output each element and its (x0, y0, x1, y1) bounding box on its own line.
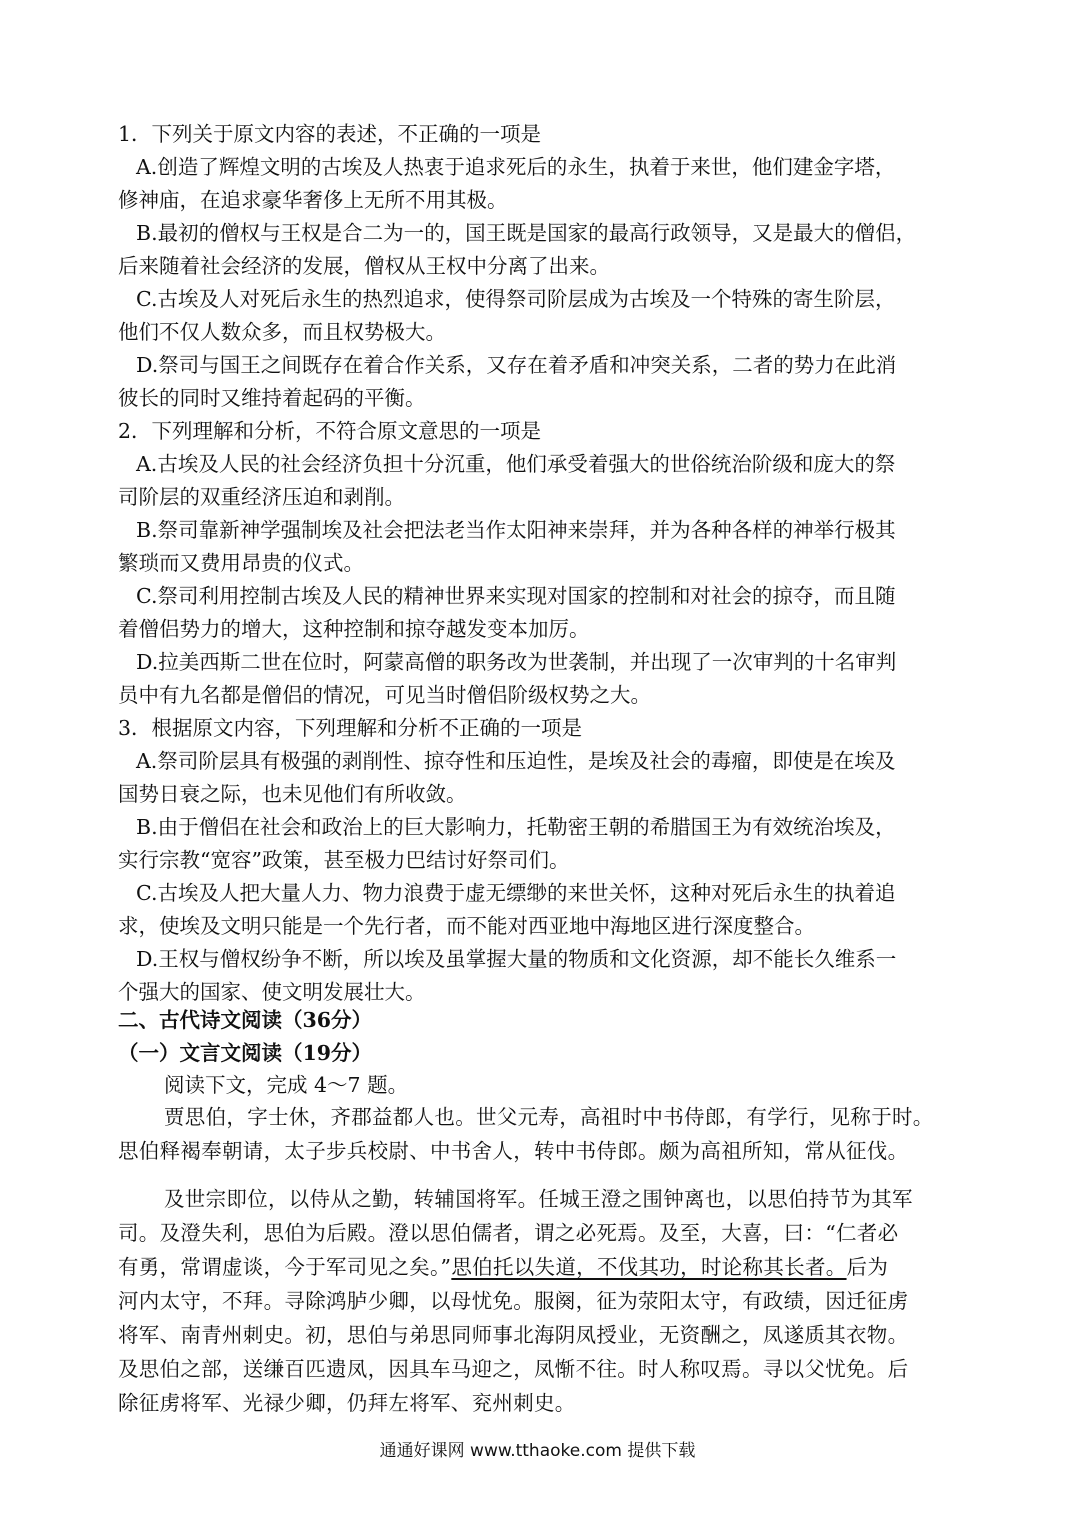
question-3-stem: 3．根据原文内容，下列理解和分析不正确的一项是 (118, 716, 583, 740)
passage-line: 及世宗即位，以侍从之勤，转辅国将军。任城王澄之围钟离也，以思伯持节为其军 (164, 1187, 913, 1211)
passage-line: 除征虏将军、光禄少卿，仍拜左将军、兖州刺史。 (118, 1391, 576, 1415)
question-2-option-d-cont: 员中有九名都是僧侣的情况，可见当时僧侣阶级权势之大。 (118, 683, 651, 707)
passage-line: 贾思伯，字士休，齐郡益都人也。世父元寿，高祖时中书侍郎，有学行，见称于时。 (164, 1105, 934, 1129)
question-1-option-a: A.创造了辉煌文明的古埃及人热衷于追求死后的永生，执着于来世，他们建金字塔， (136, 155, 896, 179)
question-1-option-a-cont: 修神庙，在追求豪华奢侈上无所不用其极。 (118, 188, 508, 212)
question-1-option-c-cont: 他们不仅人数众多，而且权势极大。 (118, 320, 446, 344)
passage-quote: 有勇，常谓虚谈，今于军司见之矣。” (118, 1255, 452, 1279)
question-2-option-b: B.祭司靠新神学强制埃及社会把法老当作太阳神来崇拜，并为各种各样的神举行极其 (136, 518, 896, 542)
question-2-option-a: A.古埃及人民的社会经济负担十分沉重，他们承受着强大的世俗统治阶级和庞大的祭 (136, 452, 896, 476)
underlined-sentence: 思伯托以失道，不伐其功，时论称其长者。 (451, 1255, 847, 1279)
passage-line: 思伯释褐奉朝请，太子步兵校尉、中书舍人，转中书侍郎。颇为高祖所知，常从征伐。 (118, 1139, 909, 1163)
subsection-heading: （一）文言文阅读（19分） (118, 1041, 373, 1065)
question-3-option-d-cont: 个强大的国家、使文明发展壮大。 (118, 980, 426, 1004)
question-3-option-a: A.祭司阶层具有极强的剥削性、掠夺性和压迫性，是埃及社会的毒瘤，即使是在埃及 (136, 749, 896, 773)
passage-line: 河内太守，不拜。寻除鸿胪少卿，以母忧免。服阕，征为荥阳太守，有政绩，因迁征虏 (118, 1289, 909, 1313)
question-3-option-c: C.古埃及人把大量人力、物力浪费于虚无缥缈的来世关怀，这种对死后永生的执着追 (136, 881, 896, 905)
passage-line (118, 1250, 968, 1284)
question-3-option-b-cont: 实行宗教“宽容”政策，甚至极力巴结讨好祭司们。 (118, 848, 570, 872)
question-1-option-c: C.古埃及人对死后永生的热烈追求，使得祭司阶层成为古埃及一个特殊的寄生阶层， (136, 287, 896, 311)
question-2-option-c: C.祭司利用控制古埃及人民的精神世界来实现对国家的控制和对社会的掠夺，而且随 (136, 584, 896, 608)
question-1-stem: 1．下列关于原文内容的表述，不正确的一项是 (118, 122, 542, 146)
question-2-option-a-cont: 司阶层的双重经济压迫和剥削。 (118, 485, 405, 509)
reading-instruction: 阅读下文，完成 4～7 题。 (164, 1073, 409, 1097)
passage-line: 及思伯之部，送缣百匹遗凤，因具车马迎之，凤惭不往。时人称叹焉。寻以父忧免。后 (118, 1357, 909, 1381)
question-1-option-b: B.最初的僧权与王权是合二为一的，国王既是国家的最高行政领导，又是最大的僧侣， (136, 221, 917, 245)
page-footer: 通通好课网 www.tthaoke.com 提供下载 (379, 1441, 696, 1461)
section-heading: 二、古代诗文阅读（36分） (118, 1008, 373, 1032)
question-1-option-d: D.祭司与国王之间既存在着合作关系，又存在着矛盾和冲突关系，二者的势力在此消 (136, 353, 897, 377)
question-2-option-c-cont: 着僧侣势力的增大，这种控制和掠夺越发变本加厉。 (118, 617, 590, 641)
passage-text: 后为 (846, 1255, 889, 1279)
question-3-option-a-cont: 国势日衰之际，也未见他们有所收敛。 (118, 782, 467, 806)
question-1-option-d-cont: 彼长的同时又维持着起码的平衡。 (118, 386, 426, 410)
question-2-stem: 2．下列理解和分析，不符合原文意思的一项是 (118, 419, 542, 443)
passage-line: 司。及澄失利，思伯为后殿。澄以思伯儒者，谓之必死焉。及至，大喜，曰：“仁者必 (118, 1221, 899, 1245)
question-3-option-d: D.王权与僧权纷争不断，所以埃及虽掌握大量的物质和文化资源，却不能长久维系一 (136, 947, 897, 971)
question-2-option-d: D.拉美西斯二世在位时，阿蒙高僧的职务改为世袭制，并出现了一次审判的十名审判 (136, 650, 897, 674)
passage-line: 将军、南青州刺史。初，思伯与弟思同师事北海阴凤授业，无资酬之，凤遂质其衣物。 (118, 1323, 909, 1347)
question-3-option-c-cont: 求，使埃及文明只能是一个先行者，而不能对西亚地中海地区进行深度整合。 (118, 914, 815, 938)
question-2-option-b-cont: 繁琐而又费用昂贵的仪式。 (118, 551, 364, 575)
question-3-option-b: B.由于僧侣在社会和政治上的巨大影响力，托勒密王朝的希腊国王为有效统治埃及， (136, 815, 896, 839)
question-1-option-b-cont: 后来随着社会经济的发展，僧权从王权中分离了出来。 (118, 254, 610, 278)
